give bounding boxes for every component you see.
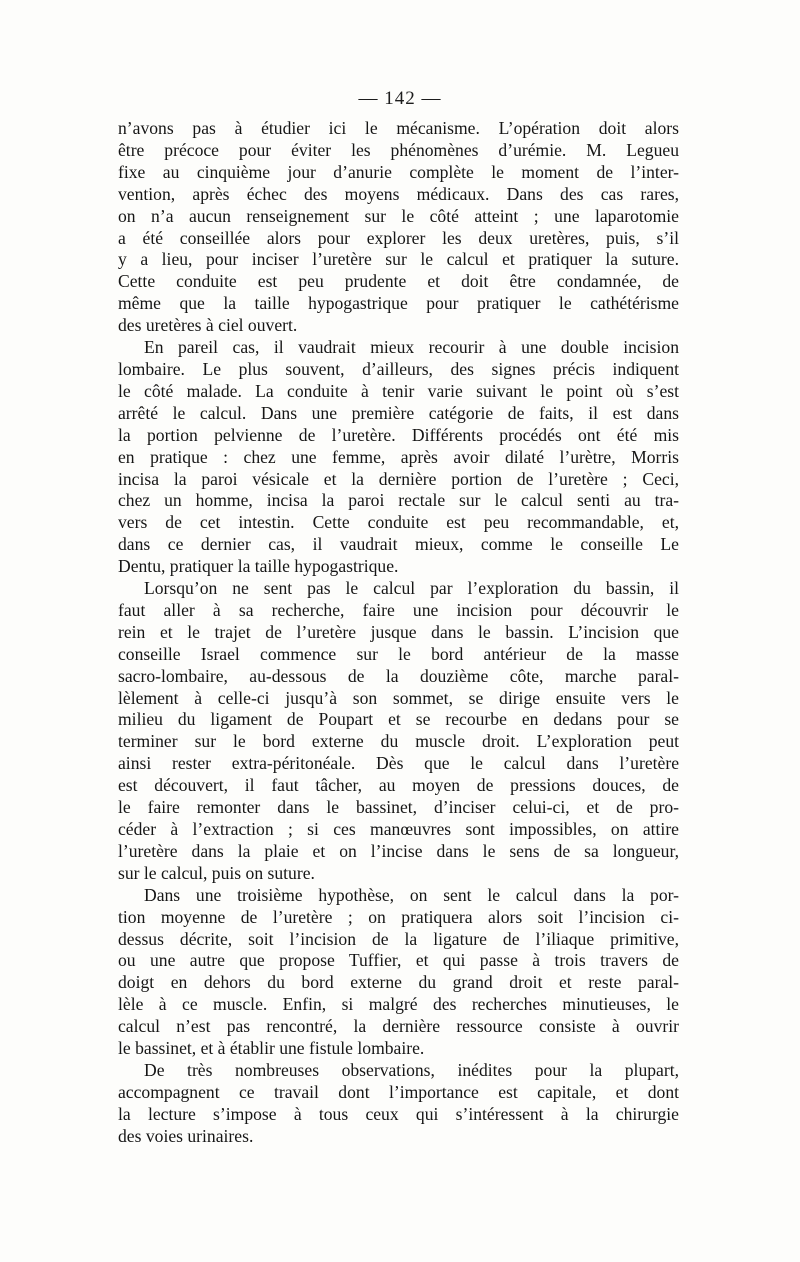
text-line: Cette conduite est peu prudente et doit être condamnée, de xyxy=(118,271,679,292)
text-line: l’uretère dans la plaie et on l’incise dans le sens de sa longueur, xyxy=(118,840,679,861)
text-line: la lecture s’impose à tous ceux qui s’intéressent à la chirurgie xyxy=(118,1103,679,1124)
text-line: faut aller à sa recherche, faire une incision pour découvrir le xyxy=(118,599,679,620)
text-line: même que la taille hypogastrique pour pratiquer le cathétérisme xyxy=(118,293,679,314)
text-line: n’avons pas à étudier ici le mécanisme. L’opération doit alors xyxy=(118,118,679,138)
body-text xyxy=(118,118,679,1148)
text-line: incisa la paroi vésicale et la dernière portion de l’uretère ; Ceci, xyxy=(118,468,679,489)
paragraph xyxy=(118,118,679,337)
text-line: lèle à ce muscle. Enfin, si malgré des recherches minutieuses, le xyxy=(118,994,679,1015)
text-line: lèlement à celle-ci jusqu’à son sommet, se dirige ensuite vers le xyxy=(118,687,679,708)
paragraph xyxy=(118,337,679,578)
text-line: De très nombreuses observations, inédites pour la plupart, xyxy=(144,1059,679,1080)
text-line: milieu du ligament de Poupart et se recourbe en dedans pour se xyxy=(118,709,679,730)
text-line: tion moyenne de l’uretère ; on pratiquera alors soit l’incision ci- xyxy=(118,906,679,927)
text-line: calcul n’est pas rencontré, la dernière ressource consiste à ouvrir xyxy=(118,1016,679,1037)
paragraph xyxy=(118,1060,679,1148)
text-line: on n’a aucun renseignement sur le côté atteint ; une laparotomie xyxy=(118,205,679,226)
text-line: dessus décrite, soit l’incision de la ligature de l’iliaque primitive, xyxy=(118,928,679,949)
paragraph xyxy=(118,578,679,885)
text-line: céder à l’extraction ; si ces manœuvres sont impossibles, on attire xyxy=(118,819,679,839)
text-line: chez un homme, incisa la paroi rectale sur le calcul senti au tra- xyxy=(118,490,679,511)
paragraph xyxy=(118,885,679,1060)
text-line: le faire remonter dans le bassinet, d’inciser celui-ci, et de pro- xyxy=(118,797,679,818)
text-line: doigt en dehors du bord externe du grand droit et reste paral- xyxy=(118,972,679,993)
text-line: des uretères à ciel ouvert. xyxy=(118,315,298,336)
text-line: le bassinet, et à établir une fistule lombaire. xyxy=(118,1038,425,1059)
text-line: conseille Israel commence sur le bord antérieur de la masse xyxy=(118,643,679,664)
text-line: des voies urinaires. xyxy=(118,1125,254,1146)
text-line: sur le calcul, puis on suture. xyxy=(118,862,315,883)
text-line: lombaire. Le plus souvent, d’ailleurs, des signes précis indiquent xyxy=(118,358,679,379)
text-line: vention, après échec des moyens médicaux. Dans des cas rares, xyxy=(118,183,679,204)
page-number: — 142 — xyxy=(358,88,442,109)
text-line: le côté malade. La conduite à tenir varie suivant le point où s’est xyxy=(118,380,679,401)
text-line: En pareil cas, il vaudrait mieux recourir à une double incision xyxy=(144,337,679,358)
text-line: Dans une troisième hypothèse, on sent le calcul dans la por- xyxy=(144,884,679,905)
text-line: vers de cet intestin. Cette conduite est peu recommandable, et, xyxy=(118,512,679,533)
text-line: accompagnent ce travail dont l’importance est capitale, et dont xyxy=(118,1081,679,1102)
text-line: est découvert, il faut tâcher, au moyen de pressions douces, de xyxy=(118,775,679,796)
text-line: rein et le trajet de l’uretère jusque dans le bassin. L’incision que xyxy=(118,621,679,642)
text-line: en pratique : chez une femme, après avoir dilaté l’urètre, Morris xyxy=(118,446,679,467)
text-line: arrêté le calcul. Dans une première catégorie de faits, il est dans xyxy=(118,402,679,423)
text-line: Lorsqu’on ne sent pas le calcul par l’exploration du bassin, il xyxy=(144,578,679,599)
text-line: y a lieu, pour inciser l’uretère sur le calcul et pratiquer la suture. xyxy=(118,249,679,270)
text-line: ainsi rester extra-péritonéale. Dès que le calcul dans l’uretère xyxy=(118,753,679,774)
text-line: a été conseillée alors pour explorer les deux uretères, puis, s’il xyxy=(118,227,679,248)
text-line: Dentu, pratiquer la taille hypogastrique. xyxy=(118,556,399,577)
text-line: être précoce pour éviter les phénomènes d’urémie. M. Legueu xyxy=(118,139,679,160)
text-line: la portion pelvienne de l’uretère. Différents procédés ont été mis xyxy=(118,424,679,445)
text-line: terminer sur le bord externe du muscle droit. L’exploration peut xyxy=(118,731,679,752)
text-line: fixe au cinquième jour d’anurie complète le moment de l’inter- xyxy=(118,161,679,182)
text-line: dans ce dernier cas, il vaudrait mieux, comme le conseille Le xyxy=(118,534,679,555)
text-line: sacro-lombaire, au-dessous de la douzième côte, marche paral- xyxy=(118,665,679,686)
text-line: ou une autre que propose Tuffier, et qui passe à trois travers de xyxy=(118,950,679,971)
